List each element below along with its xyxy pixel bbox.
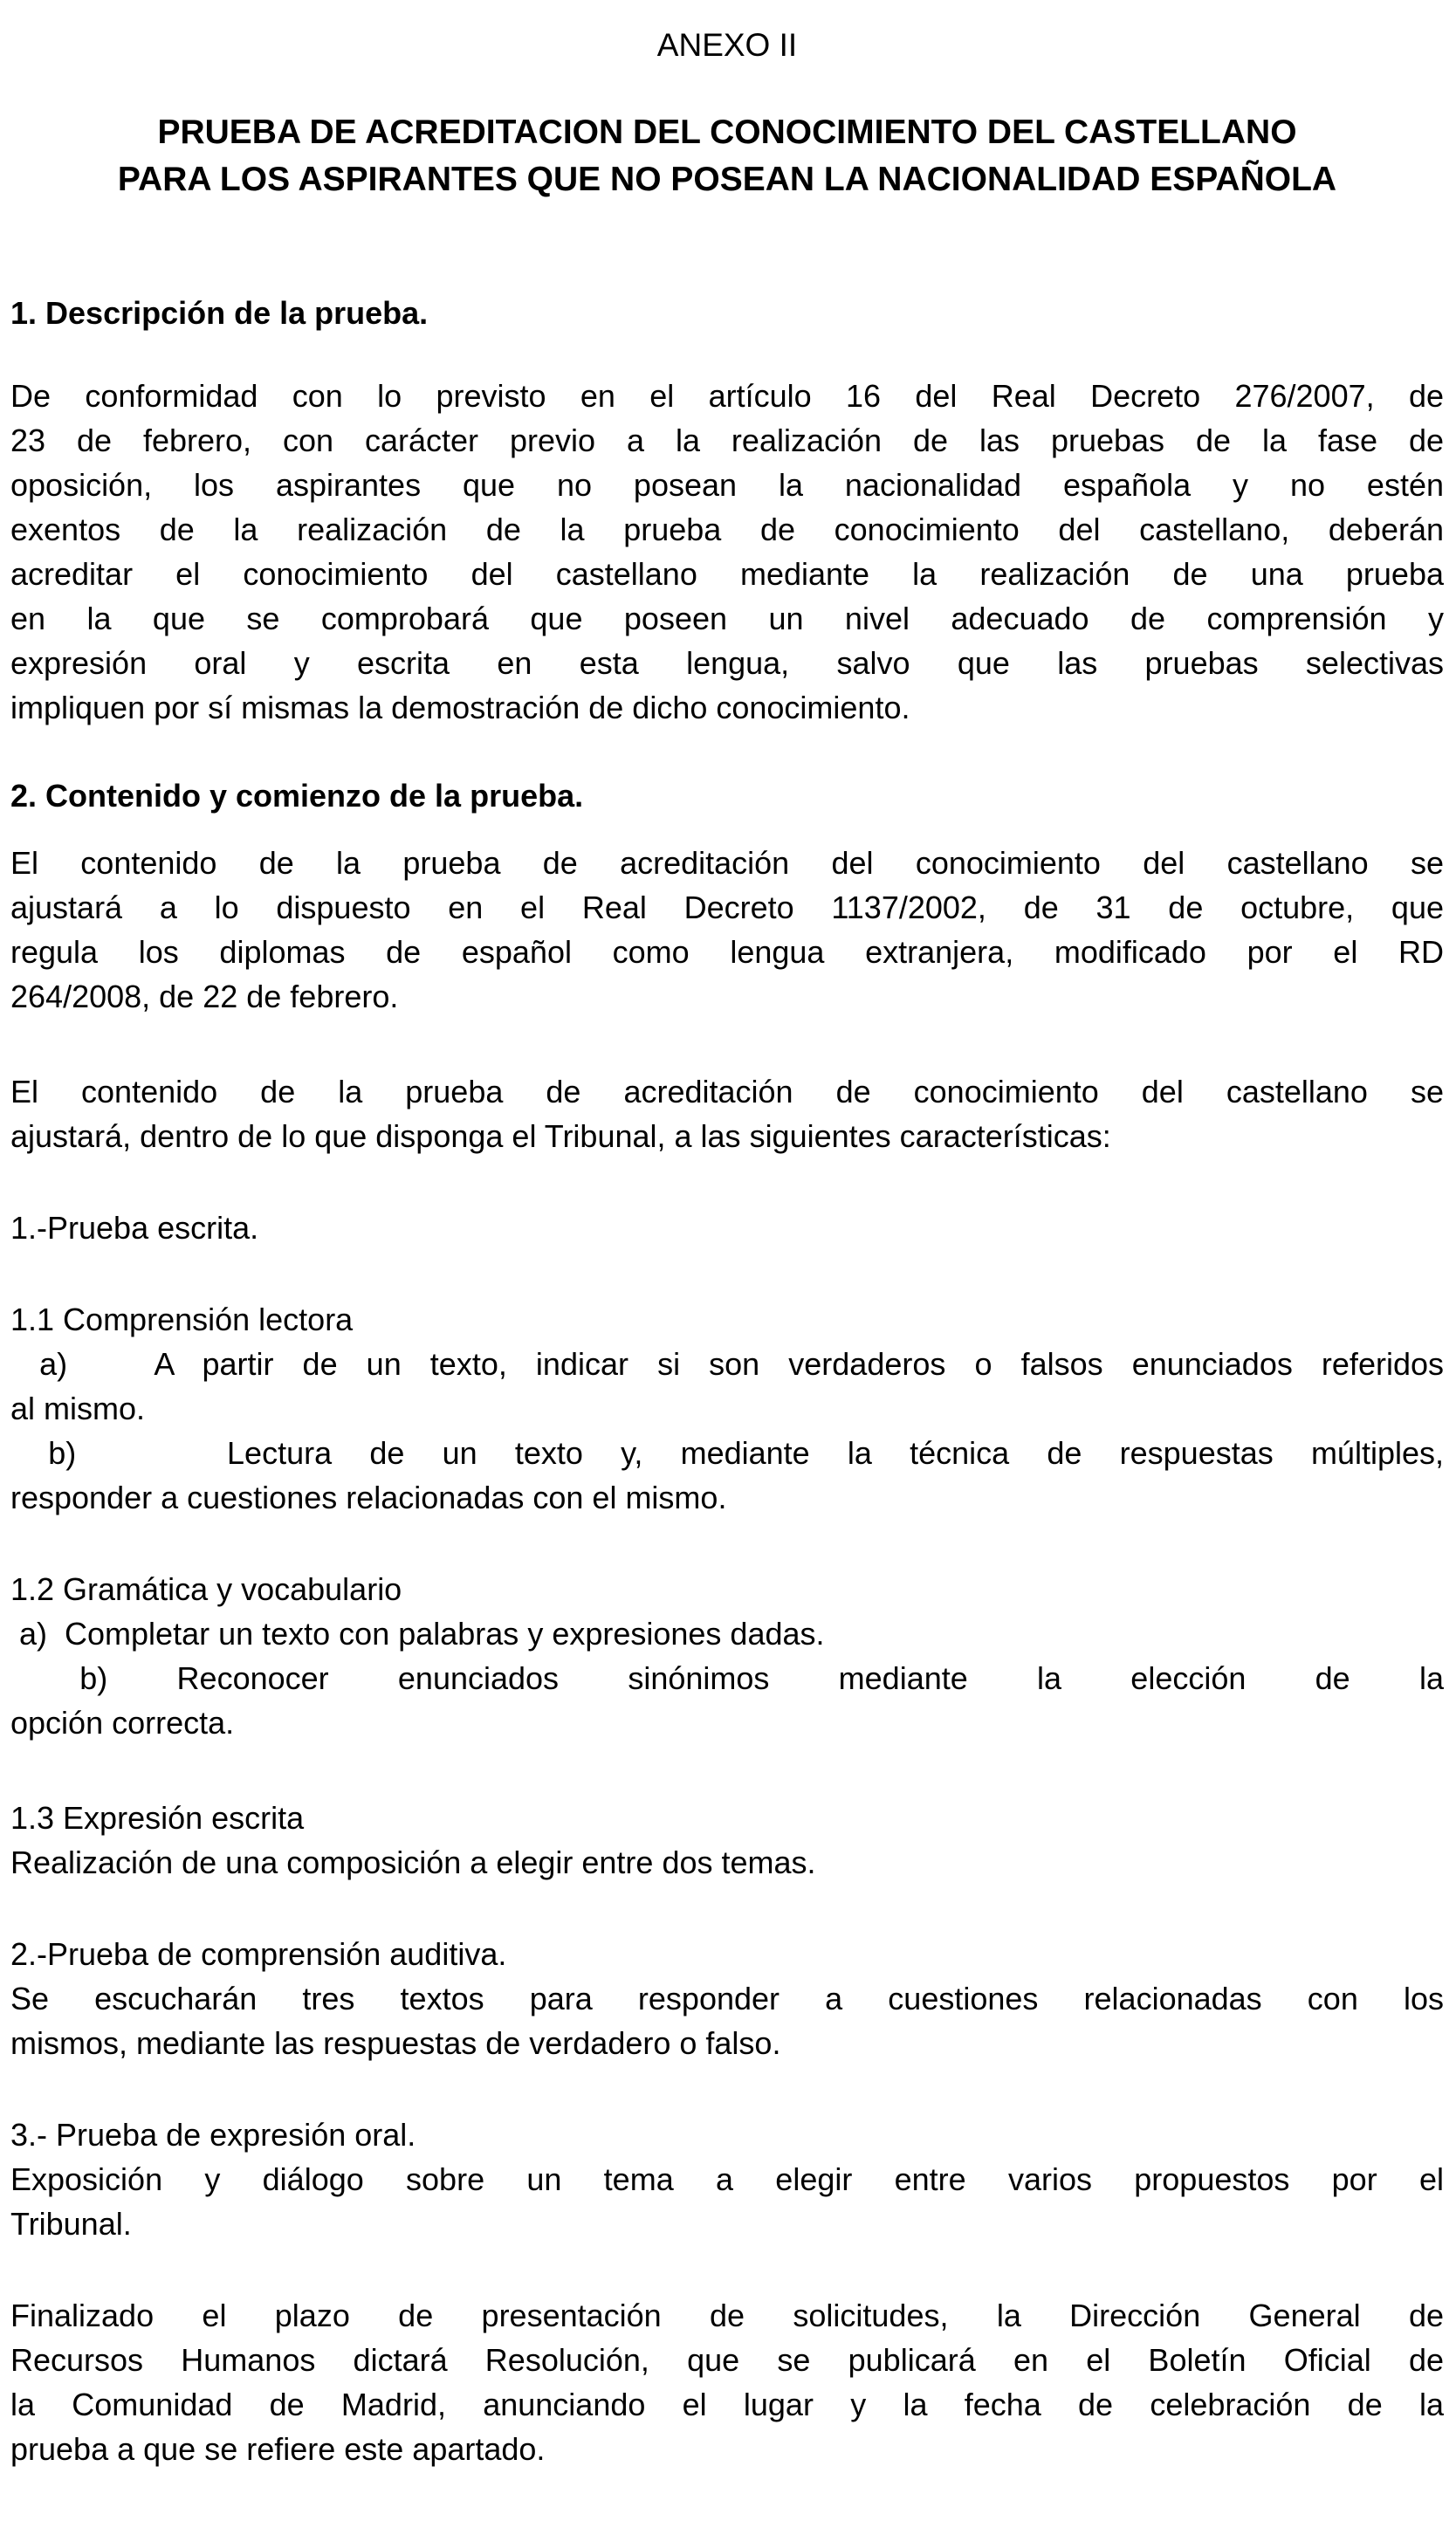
text-line: impliquen por sí mismas la demostración de dicho conocimiento. [10, 690, 910, 725]
listening-test-heading: 2.-Prueba de comprensión auditiva. [10, 1936, 507, 1972]
text-line: al mismo. [10, 1391, 146, 1426]
text-line: El contenido de la prueba de acreditación del conocimiento del castellano se [10, 845, 1444, 881]
section-2-paragraph-2 [10, 1069, 1444, 1158]
document-title-line-2: PARA LOS ASPIRANTES QUE NO POSEAN LA NACIONALIDAD ESPAÑOLA [117, 161, 1337, 198]
reading-item-a [10, 1342, 1444, 1431]
text-line: 23 de febrero, con carácter previo a la realización de las pruebas de la fase de [10, 422, 1444, 458]
text-line: acreditar el conocimiento del castellano mediante la realización de una prueba [10, 556, 1444, 592]
text-line: la Comunidad de Madrid, anunciando el lugar y la fecha de celebración de la [10, 2387, 1444, 2422]
text-line: prueba a que se refiere este apartado. [10, 2431, 546, 2467]
text-line: Finalizado el plazo de presentación de solicitudes, la Dirección General de [10, 2298, 1444, 2333]
text-line: mismos, mediante las respuestas de verdadero o falso. [10, 2025, 781, 2061]
text-line: en la que se comprobará que poseen un nivel adecuado de comprensión y [10, 601, 1444, 636]
text-line: oposición, los aspirantes que no posean la nacionalidad española y no estén [10, 467, 1444, 503]
text-line: 264/2008, de 22 de febrero. [10, 979, 399, 1014]
written-expression-block [10, 1796, 1444, 1885]
section-2-heading: 2. Contenido y comienzo de la prueba. [10, 778, 584, 814]
document-title [10, 109, 1444, 203]
written-expression-body: Realización de una composición a elegir entre dos temas. [10, 1844, 816, 1880]
reading-comprehension-block [10, 1297, 1444, 1520]
text-line: a) A partir de un texto, indicar si son verdaderos o falsos enunciados referidos [10, 1346, 1444, 1382]
text-line: ajustará, dentro de lo que disponga el Tribunal, a las siguientes características: [10, 1118, 1111, 1154]
reading-item-b [10, 1431, 1444, 1520]
section-1-heading: 1. Descripción de la prueba. [10, 295, 429, 331]
text-line: b) Reconocer enunciados sinónimos mediante la elección de la [10, 1660, 1444, 1696]
text-line: Tribunal. [10, 2206, 132, 2242]
grammar-item-b [10, 1656, 1444, 1745]
section-1-paragraph [10, 374, 1444, 730]
document-title-line-1: PRUEBA DE ACREDITACION DEL CONOCIMIENTO DEL CASTELLANO [157, 113, 1297, 151]
listening-test-block [10, 1932, 1444, 2065]
text-line: Se escucharán tres textos para responder a cuestiones relacionadas con los [10, 1981, 1444, 2016]
text-line: opción correcta. [10, 1705, 235, 1741]
text-line: El contenido de la prueba de acreditación de conocimiento del castellano se [10, 1074, 1444, 1109]
text-line: ajustará a lo dispuesto en el Real Decreto 1137/2002, de 31 de octubre, que [10, 890, 1444, 925]
annex-title: ANEXO II [656, 27, 798, 63]
grammar-vocabulary-title: 1.2 Gramática y vocabulario [10, 1571, 402, 1607]
written-test-heading: 1.-Prueba escrita. [10, 1210, 259, 1246]
text-line: exentos de la realización de la prueba de conocimiento del castellano, deberán [10, 512, 1444, 547]
reading-comprehension-title: 1.1 Comprensión lectora [10, 1302, 354, 1337]
grammar-vocabulary-block [10, 1567, 1444, 1745]
closing-paragraph [10, 2293, 1444, 2471]
text-line: b) Lectura de un texto y, mediante la técnica de respuestas múltiples, [10, 1435, 1444, 1471]
listening-test-body [10, 1976, 1444, 2065]
text-line: De conformidad con lo previsto en el artículo 16 del Real Decreto 276/2007, de [10, 378, 1444, 414]
text-line: expresión oral y escrita en esta lengua, salvo que las pruebas selectivas [10, 645, 1444, 681]
grammar-item-a: a) Completar un texto con palabras y expresiones dadas. [10, 1616, 825, 1652]
text-line: Exposición y diálogo sobre un tema a elegir entre varios propuestos por el [10, 2161, 1444, 2197]
oral-test-block [10, 2112, 1444, 2246]
oral-test-body [10, 2157, 1444, 2246]
written-expression-title: 1.3 Expresión escrita [10, 1800, 305, 1836]
oral-test-heading: 3.- Prueba de expresión oral. [10, 2117, 416, 2153]
text-line: responder a cuestiones relacionadas con el mismo. [10, 1480, 727, 1515]
text-line: Recursos Humanos dictará Resolución, que se publicará en el Boletín Oficial de [10, 2342, 1444, 2378]
text-line: regula los diplomas de español como lengua extranjera, modificado por el RD [10, 934, 1444, 970]
section-2-paragraph-1 [10, 841, 1444, 1019]
